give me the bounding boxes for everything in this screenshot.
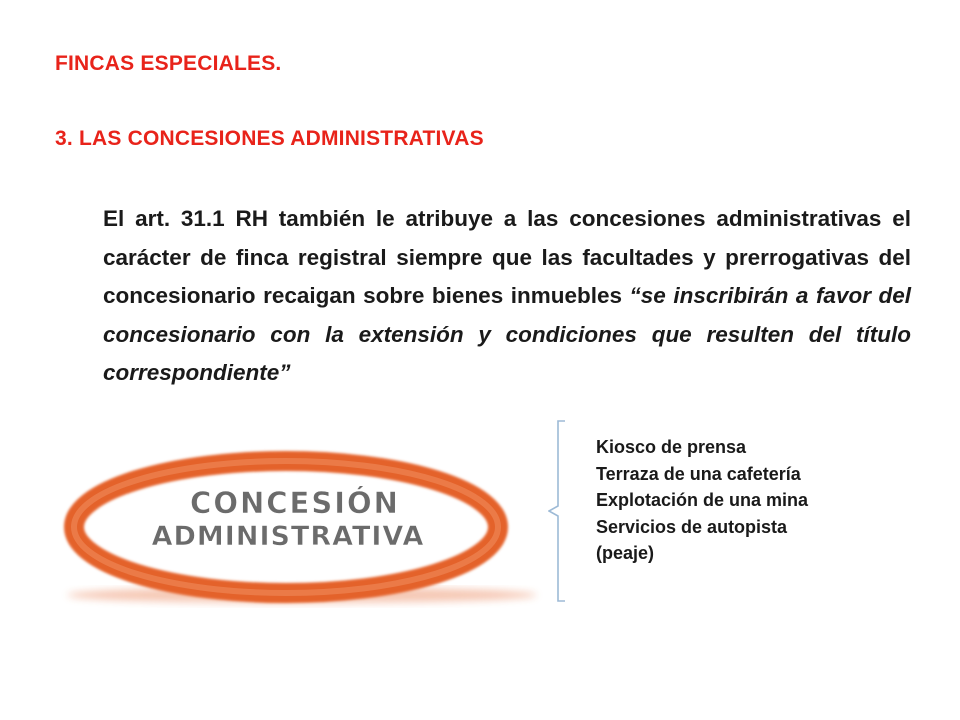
list-item: (peaje) [596,543,655,563]
section-title: FINCAS ESPECIALES. [55,52,282,75]
logo-text-line1: CONCESIÓN [190,486,400,520]
list-item: Explotación de una mina [596,490,809,510]
brace-bracket [548,420,568,602]
concesion-logo [40,445,550,615]
list-item: Servicios de autopista [596,516,788,537]
section-subtitle: 3. LAS CONCESIONES ADMINISTRATIVAS [55,127,484,150]
logo-text-line2: ADMINISTRATIVA [151,521,425,552]
paragraph-text: El art. 31.1 RH también le atribuye a las concesiones administrativas el carácter de finca registral siempre que las facultades y prerrogativas del concesionario recaigan sobre bienes inmuebles [103,206,911,308]
body-paragraph [103,200,911,393]
list-item: Terraza de una cafetería [596,463,801,484]
list-item: Kiosco de prensa [596,437,747,457]
paragraph-quote: “se inscribirán a favor del concesionario con la extensión y condiciones que resulten del título correspondiente” [103,283,911,385]
examples-list [596,434,808,567]
